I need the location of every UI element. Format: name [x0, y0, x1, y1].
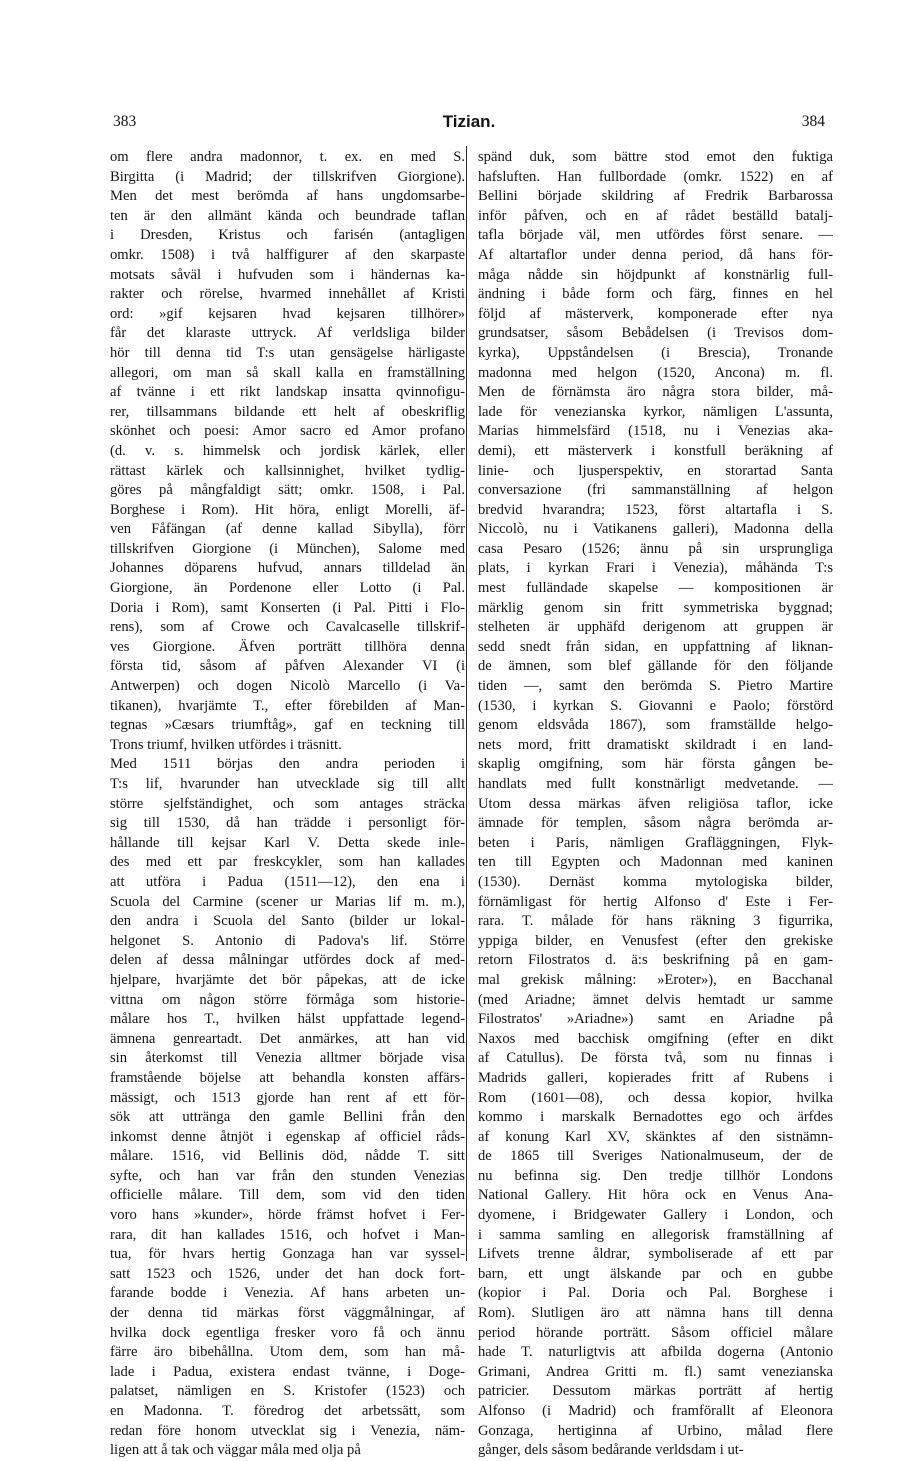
text-line: des med ett par freskcykler, som han kallades — [110, 854, 465, 871]
page-number-right: 384 — [801, 113, 825, 130]
text-line: förnämligast för hertig Alfonso d' Este i Fer- — [478, 893, 833, 910]
text-line: tua, för hvars hertig Gonzaga han var syssel- — [110, 1246, 465, 1263]
text-line: Filostratos' »Ariadne») samt en Ariadne på — [478, 1011, 833, 1028]
text-line: palatset, nämligen en S. Kristofer (1523) och — [110, 1383, 465, 1400]
text-line: kommo i marskalk Bernadottes ego och ärfdes — [478, 1109, 833, 1126]
text-line: rättast kärlek och kallsinnighet, hvilket tydlig- — [110, 462, 465, 479]
running-title: Tizian. — [442, 112, 496, 131]
text-line: motsats såväl i hufvuden som i händernas ka- — [110, 266, 465, 283]
text-line: ven Fåfängan (af denne kallad Sibylla), förr — [110, 521, 465, 538]
text-line: får det klaraste uttryck. Af verldsliga bilder — [110, 325, 465, 342]
left-text-column — [110, 148, 465, 1461]
text-line: tafla började väl, men utfördes först senare. — — [478, 227, 833, 244]
text-line: Alfonso (i Madrid) och framförallt af Eleonora — [478, 1403, 833, 1419]
text-line: Trons triumf, hvilken utfördes i träsnitt. — [110, 736, 342, 753]
text-line: period hörande porträtt. Såsom officiel målare — [478, 1324, 833, 1341]
text-line: sök att utträngа den gamle Bellini från den — [110, 1109, 465, 1126]
text-line: hjelpare, hvarjämte det bör påpekas, att de icke — [110, 971, 465, 988]
running-header — [113, 113, 825, 135]
text-line: rara, dit han kallades 1516, och hofvet i Man- — [110, 1226, 465, 1243]
text-line: tillskrifven Giorgione (i München), Salome med — [110, 540, 465, 557]
text-line: Af altartaflor under denna period, då hans för- — [478, 246, 833, 263]
text-line: Scuola del Carmine (scener ur Marias lif m. m.), — [110, 893, 465, 910]
text-line: ämnade för templen, såsom några berömda ar- — [478, 815, 833, 832]
text-line: farande bodde i Venezia. Af hans arbeten un- — [110, 1285, 465, 1302]
text-line: ord: »gif kejsaren hvad kejsaren tillhörer» — [110, 305, 465, 322]
text-line: grundsatser, såsom Bebådelsen (i Trevisos dom- — [478, 325, 833, 342]
text-line: inkomst denne åtnjöt i egenskap af officiel råds- — [110, 1128, 465, 1145]
text-line: (kopior i Pal. Doria och Pal. Borghese i — [478, 1285, 833, 1302]
text-line: Lifvets trenne åldrar, symboliserade af ett par — [478, 1246, 833, 1263]
text-line: (1530, i kyrkan S. Giovanni e Paolo; förstörd — [478, 697, 833, 714]
text-line: (med Ariadne; ämnet delvis hemtadt ur samme — [478, 991, 833, 1008]
text-line: rer, tillsammans bildande ett helt af obeskriflig — [110, 403, 465, 420]
text-line: plats, i kyrkan Frari i Venezia), måhända T:s — [478, 560, 833, 577]
text-line: Birgitta (i Madrid; der tillskrifven Giorgione). — [110, 168, 465, 185]
text-line: Marias himmelsfärd (1518, nu i Venezias aka- — [478, 423, 833, 440]
text-line: genom eldsvåda 1867), som framställde helgo- — [478, 717, 833, 734]
text-line: Giorgione, än Pordenone eller Lotto (i Pal. — [110, 580, 465, 597]
text-line: af konung Karl XV, skänktes af den sistnämn- — [478, 1128, 833, 1145]
text-line: i samma samling en allegorisk framställning af — [478, 1226, 833, 1243]
text-line: barn, ett ungt älskande par och en gubbe — [478, 1265, 833, 1282]
text-line: officielle målare. Till dem, som vid den tiden — [110, 1187, 465, 1204]
text-line: en Madonna. T. föredrog det arbetssätt, som — [110, 1403, 465, 1419]
text-line: nu befinna sig. Den tredje tillhör Londons — [478, 1167, 833, 1184]
text-line: Johannes döparens hufvud, annars tilldelad än — [110, 560, 465, 577]
text-line: tegnas »Cæsars triumftåg», gaf en teckning till — [110, 717, 465, 734]
text-line: retorn Filostratos d. ä:s beskrifning på en gam- — [478, 952, 833, 969]
text-line: göres på mångfaldigt sätt; omkr. 1508, i Pal. — [110, 482, 465, 499]
text-line: den andra i Scuola del Santo (bilder ur lokal- — [110, 913, 465, 930]
column-divider — [466, 146, 467, 1261]
text-line: af tvänne i ett rikt landskap insatta qvinnofigu- — [110, 384, 465, 401]
text-line: Doria i Rom), samt Konserten (i Pal. Pitti i Flo- — [110, 599, 465, 616]
text-line: Utom dessa märkas äfven religiösa taflor, icke — [478, 795, 833, 812]
text-line: målare. 1516, vid Bellinis död, nådde T. sitt — [110, 1148, 465, 1165]
text-line: Gonzaga, hertiginna af Urbino, målad flere — [478, 1422, 833, 1439]
right-text-column — [478, 148, 833, 1461]
text-line: (d. v. s. himmelsk och jordisk kärlek, eller — [110, 442, 465, 459]
text-line: tiden —, samt den berömda S. Pietro Martire — [478, 678, 833, 695]
text-line: syfte, och han var från den stunden Venezias — [110, 1167, 465, 1184]
text-line: Rom). Slutligen äro att nämna hans till denna — [478, 1305, 833, 1322]
text-line: lade för venezianska kyrkor, nämligen L'assunta, — [478, 403, 833, 420]
text-line: handlats med fullt konstnärligt medvetande. — — [478, 776, 833, 792]
text-line: yppiga bilder, en Venusfest (efter den grekiske — [478, 932, 833, 949]
text-line: följd af mästerverk, komponerade efter nya — [478, 305, 833, 322]
text-line: delen af dessa målningar utfördes dock af med- — [110, 952, 465, 969]
text-line: ten är den allmänt kända och beundrade taflan — [110, 207, 465, 224]
text-line: större sjelfständighet, och som antages sträcka — [110, 795, 465, 812]
text-line: färre äro bibehållna. Utom dem, som han må- — [110, 1344, 465, 1361]
text-line: allegori, om man så skall kalla en framställning — [110, 364, 465, 381]
text-line: ten till Egypten och Madonnan med kaninen — [478, 854, 833, 871]
text-line: framstående böjelse att behandla konsten affärs- — [110, 1069, 465, 1086]
text-line: conversazione (fri sammanställning af helgon — [478, 482, 833, 499]
text-line: ligen att å tak och väggar måla med olja på — [110, 1442, 361, 1459]
text-line: tikanen), hvarjämte T., efter förebilden af Man- — [110, 697, 465, 714]
text-line: i Dresden, Kristus och farisén (antagligen — [110, 227, 465, 244]
text-line: ändning i både form och färg, finnes en hel — [478, 286, 833, 303]
text-line: Antwerpen) och dogen Nicolò Marcello (i Va- — [110, 678, 465, 695]
text-line: Med 1511 börjas den andra perioden i — [110, 756, 465, 773]
text-line: stelheten är upphäfd derigenom att gruppen är — [478, 619, 833, 636]
text-line: målare hos T., hvilken hälst uppfattade legend- — [110, 1011, 465, 1028]
text-line: satt 1523 och 1526, under det han dock fort- — [110, 1265, 465, 1282]
text-line: der denna tid märkas först väggmålningar, af — [110, 1305, 465, 1322]
text-line: af Catullus). De första två, som nu finnas i — [478, 1050, 833, 1067]
text-line: Grimani, Andrea Gritti m. fl.) samt venezianska — [478, 1363, 833, 1380]
text-line: omkr. 1508) i två halffigurer af den skarpaste — [110, 246, 465, 263]
text-line: ves Giorgione. Äfven porträtt tillhöra denna — [110, 638, 465, 655]
text-line: att utföra i Padua (1511—12), den ena i — [110, 873, 465, 890]
text-line: rakter och rörelse, hvarmed innehållet af Kristi — [110, 286, 465, 303]
text-line: beten i Paris, nämligen Grafläggningen, Flyk- — [478, 834, 833, 851]
page-number-left: 383 — [113, 113, 137, 130]
text-line: gånger, dels såsom bedårande verldsdam i ut- — [478, 1442, 744, 1459]
text-line: dyomene, i Bridgewater Gallery i London, och — [478, 1207, 833, 1224]
text-line: om flere andra madonnor, t. ex. en med S. — [110, 149, 465, 165]
text-line: hvilka dock egentliga fresker voro få och ännu — [110, 1324, 465, 1341]
text-line: mässigt, och 1513 gjorde han rent af ett för- — [110, 1089, 465, 1106]
text-line: Men det mest berömda af hans ungdomsarbe- — [110, 188, 465, 205]
text-line: mal grekisk målning: »Eroter»), en Bacchanal — [478, 971, 833, 988]
text-line: sig till 1530, då han trädde i personligt för- — [110, 815, 465, 832]
text-line: voro hans »kunder», hörde främst hofvet i Fer- — [110, 1207, 465, 1224]
text-line: måga nådde sin höjdpunkt af konstnärlig full- — [478, 266, 833, 283]
text-line: hafsluften. Han fullbordade (omkr. 1522) en af — [478, 168, 833, 185]
text-line: de ämnen, som blef gällande för den följande — [478, 658, 833, 675]
text-line: vittna om någon större förmåga som historie- — [110, 991, 465, 1008]
text-line: Naxos med bacchisk omgifning (efter en dikt — [478, 1030, 833, 1047]
text-line: Madrids galleri, kopierades fritt af Rubens i — [478, 1069, 833, 1086]
text-line: demi), ett mästerverk i konstfull beräkning af — [478, 442, 833, 459]
text-line: hållande till kejsar Karl V. Detta skede inle- — [110, 834, 465, 851]
text-line: linie- och ljusperspektiv, en storartad Santa — [478, 462, 833, 479]
text-line: Men de förnämsta äro några stora bilder, må- — [478, 384, 833, 401]
text-line: skönhet och poesi: Amor sacro ed Amor profano — [110, 423, 465, 440]
text-line: de 1865 till Sveriges Nationalmuseum, der de — [478, 1148, 833, 1165]
text-line: spänd duk, som bättre stod emot den fuktiga — [478, 149, 833, 165]
text-line: (1530). Dernäst komma mytologiska bilder, — [478, 873, 833, 890]
text-line: patricier. Dessutom märkas porträtt af hertig — [478, 1383, 833, 1400]
text-line: Niccolò, nu i Vatikanens galleri), Madonna della — [478, 521, 833, 538]
text-line: skaplig omgifning, som här första gången be- — [478, 756, 833, 773]
text-line: Borghese i Rom). Hit höra, enligt Morelli, äf- — [110, 501, 465, 518]
text-line: nets mord, fritt dramatiskt skildradt i en land- — [478, 736, 833, 753]
text-line: sin återkomst till Venezia alltmer började visa — [110, 1050, 465, 1067]
text-line: inför påfven, och en af rådet beställd batalj- — [478, 207, 833, 224]
text-line: ämnena genreartadt. Det anmärkes, att han vid — [110, 1030, 465, 1047]
text-line: redan före honom utvecklat sig i Venezia, näm- — [110, 1422, 465, 1439]
text-line: Rom (1601—08), och dessa kopior, hvilka — [478, 1089, 833, 1106]
text-line: National Gallery. Hit höra ock en Venus Ana- — [478, 1187, 833, 1204]
text-line: hör till denna tid T:s utan gensägelse härligaste — [110, 344, 465, 361]
text-line: casa Pesaro (1526; ännu på sin ursprungliga — [478, 540, 833, 557]
text-line: första tid, såsom af påfven Alexander VI (i — [110, 658, 465, 675]
text-line: Bellini började skildring af Fredrik Barbarossa — [478, 188, 833, 205]
text-line: bredvid hvarandra; 1523, först altartafla i S. — [478, 501, 833, 518]
text-line: mest fulländade skapelse — kompositionen är — [478, 580, 833, 597]
text-line: sedd snedt från sidan, en uppfattning af liknan- — [478, 638, 833, 655]
text-line: kyrka), Uppståndelsen (i Brescia), Tronande — [478, 344, 833, 361]
text-line: lade i Padua, existera endast tvänne, i Doge- — [110, 1363, 465, 1380]
text-line: madonna med helgon (1520, Ancona) m. fl. — [478, 364, 833, 381]
text-line: hade T. naturligtvis att afbilda dogerna (Antonio — [478, 1344, 833, 1361]
text-line: märklig genom sin fritt symmetriska byggnad; — [478, 599, 833, 616]
text-line: helgonet S. Antonio di Padova's lif. Större — [110, 932, 465, 949]
text-line: T:s lif, hvarunder han utvecklade sig till allt — [110, 776, 465, 792]
text-line: rara. T. målade för hans räkning 3 figurrika, — [478, 913, 833, 930]
text-line: rens), som af Crowe och Cavalcaselle tillskrif- — [110, 619, 465, 636]
